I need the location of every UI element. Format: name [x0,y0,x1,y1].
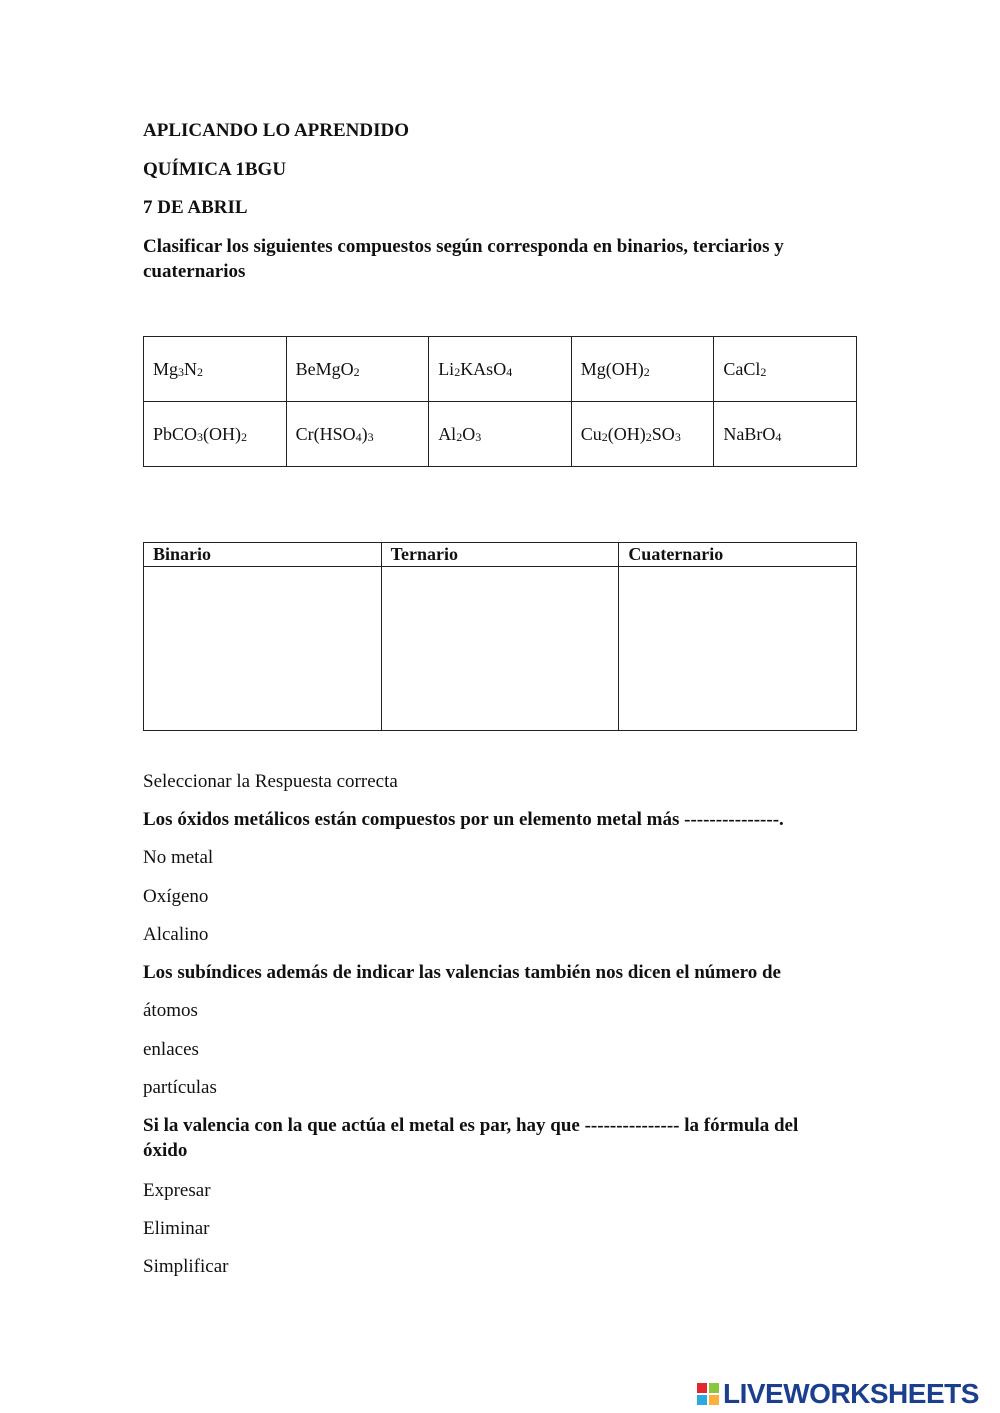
formula-subscript: 2 [601,429,608,444]
ternario-header: Ternario [381,543,619,567]
formula-subscript: 2 [456,429,463,444]
q1-option-oxigeno[interactable]: Oxígeno [143,886,209,907]
liveworksheets-watermark [697,1378,979,1410]
q3-option-eliminar[interactable]: Eliminar [143,1218,210,1239]
formula-subscript: 4 [506,364,513,379]
cuaternario-drop-zone[interactable] [619,567,857,731]
worksheet-title: APLICANDO LO APRENDIDO [143,120,410,141]
q2-option-enlaces[interactable]: enlaces [143,1039,199,1060]
question-3-line1: Si la valencia con la que actúa el metal es par, hay que --------------- la fórmula del [143,1115,799,1136]
classification-table [143,542,857,731]
q3-option-expresar[interactable]: Expresar [143,1180,211,1201]
formula-subscript: 2 [353,364,360,379]
compound-cell[interactable] [571,337,714,402]
formula-text: Mg [153,358,179,379]
classification-header-row [144,543,857,567]
formula-subscript: 2 [643,364,650,379]
formula-subscript: 3 [178,364,185,379]
formula-text: (OH) [203,423,242,444]
logo-square-orange [709,1395,719,1405]
formula-text: Li [438,358,455,379]
formula-subscript: 3 [197,429,204,444]
compound-cell[interactable] [429,402,572,467]
cuaternario-header: Cuaternario [619,543,857,567]
compound-cell[interactable] [714,337,857,402]
logo-square-red [697,1383,707,1393]
formula-text: O [462,423,476,444]
formula-subscript: 2 [197,364,204,379]
date-label: 7 DE ABRIL [143,197,248,218]
formula-subscript: 3 [367,429,374,444]
formula-subscript: 4 [775,429,782,444]
compound-cell[interactable] [571,402,714,467]
formula-subscript: 3 [475,429,482,444]
formula-text: SO [651,423,675,444]
formula-text: N [184,358,198,379]
compound-cell[interactable] [144,337,287,402]
logo-square-green [709,1383,719,1393]
classify-instruction-line2: cuaternarios [143,261,246,282]
compounds-row-1 [144,337,857,402]
q1-option-no-metal[interactable]: No metal [143,847,214,868]
compound-cell[interactable] [286,402,429,467]
compound-cell[interactable] [429,337,572,402]
q3-option-simplificar[interactable]: Simplificar [143,1256,229,1277]
binario-header: Binario [144,543,382,567]
formula-text: NaBrO [723,423,776,444]
formula-text: Cr(HSO [295,423,356,444]
compound-cell[interactable] [286,337,429,402]
q2-option-atomos[interactable]: átomos [143,1000,198,1021]
compound-cell[interactable] [144,402,287,467]
formula-text: (OH) [607,423,646,444]
question-1: Los óxidos metálicos están compuestos por un elemento metal más ---------------. [143,809,784,830]
compounds-table [143,336,857,467]
compounds-row-2 [144,402,857,467]
formula-text: Cu [580,423,602,444]
liveworksheets-logo-icon [697,1383,719,1405]
classification-drop-row [144,567,857,731]
formula-subscript: 2 [241,429,248,444]
binario-drop-zone[interactable] [144,567,382,731]
compound-cell[interactable] [714,402,857,467]
quiz-intro: Seleccionar la Respuesta correcta [143,771,398,792]
ternario-drop-zone[interactable] [381,567,619,731]
formula-text: PbCO [153,423,198,444]
liveworksheets-wordmark: LIVEWORKSHEETS [723,1378,979,1409]
formula-text: KAsO [460,358,507,379]
subject-label: QUÍMICA 1BGU [143,159,287,180]
formula-subscript: 4 [355,429,362,444]
formula-text: BeMgO [295,358,354,379]
q1-option-alcalino[interactable]: Alcalino [143,924,209,945]
formula-text: Al [438,423,457,444]
formula-text: Mg(OH) [580,358,644,379]
formula-text: CaCl [723,358,761,379]
q2-option-particulas[interactable]: partículas [143,1077,217,1098]
formula-subscript: 3 [674,429,681,444]
question-2: Los subíndices además de indicar las valencias también nos dicen el número de [143,962,781,983]
logo-square-blue [697,1395,707,1405]
question-3-line2: óxido [143,1140,188,1161]
formula-subscript: 2 [760,364,767,379]
formula-subscript: 2 [645,429,652,444]
classify-instruction-line1: Clasificar los siguientes compuestos según corresponda en binarios, terciarios y [143,236,784,257]
formula-text: ) [361,423,368,444]
formula-subscript: 2 [454,364,461,379]
